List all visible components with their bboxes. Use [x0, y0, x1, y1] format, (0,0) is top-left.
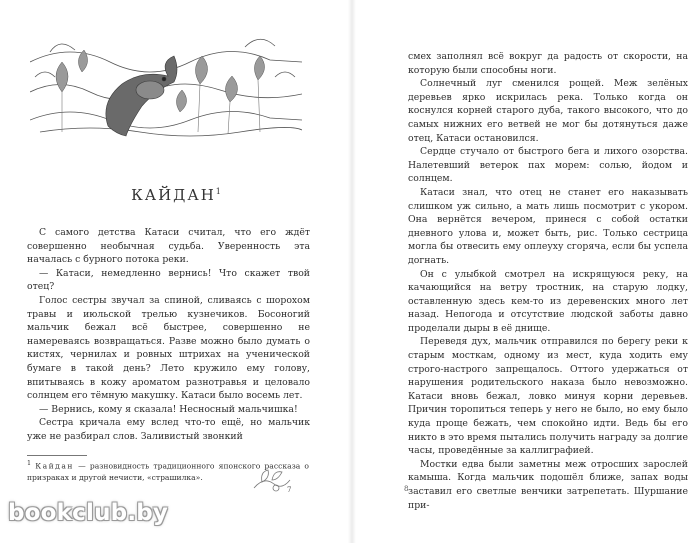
- footnote-text: — разновидность традиционного японского рассказа о призраках и другой нечисти, «страшилка».: [27, 461, 309, 482]
- paragraph: Солнечный луг сменился рощей. Меж зелёных деревьев ярко искрилась река. Только когда он коснулся корней старого дуба, такого высокого, что до самых нижних его ветвей не мог бы дотянуться даже отец, Катаси остановился.: [408, 78, 688, 144]
- paragraph: смех заполнял всё вокруг да радость от скорости, на которую были способны ноги.: [408, 51, 688, 76]
- paragraph: Переведя дух, мальчик отправился по берегу реки к старым мосткам, одному из мест, куда ходить ему строго-настрого запрещалось. Оттого удержаться от нарушения родительского наказа было невозможно. Катаси вновь бежал, ловко минуя корни деревьев. Причин торопиться теперь у него не было, но ему было куда проще бежать, чем спокойно идти. Ведь бы его никто в это время пытались получить награду за долгие часы, проведённые за каллиграфией.: [408, 336, 688, 457]
- chapter-title: КАЙДАН$^1$: [131, 186, 221, 204]
- footnote-number: 1: [27, 460, 32, 467]
- left-page-text: [27, 226, 310, 444]
- right-page-text: [408, 50, 688, 512]
- footnote-term: Кайдан: [35, 461, 74, 471]
- paragraph: — Вернись, кому я сказала! Несносный мальчишка!: [39, 403, 298, 415]
- paragraph: Сестра кричала ему вслед что-то ещё, но мальчик уже не разбирал слов. Заливистый звонкий: [27, 417, 310, 442]
- carp-illustration: [30, 32, 302, 142]
- site-watermark: bookclub.by: [8, 500, 169, 526]
- paragraph: Сердце стучало от быстрого бега и лихого озорства. Налетевший ветерок пах морем: солью, йодом и солнцем.: [408, 146, 688, 185]
- paragraph: Он с улыбкой смотрел на искрящуюся реку, на качающийся на ветру тростник, на старую лодку, оставленную здесь кем-то из деревенских много лет назад. Непогода и отсутствие людской заботы давно проделали дыры в её днище.: [408, 268, 688, 334]
- page-number: 7: [287, 486, 292, 494]
- footnote-rule: [27, 455, 87, 456]
- paragraph: — Катаси, немедленно вернись! Что скажет твой отец?: [27, 267, 310, 293]
- flower-ornament-icon: [250, 462, 292, 496]
- paragraph: С самого детства Катаси считал, что его ждёт совершенно необычная судьба. Уверенность эта началась с бурного потока реки.: [27, 227, 310, 266]
- paragraph: Голос сестры звучал за спиной, сливаясь с шорохом травы и июльской трелью кузнечиков. Босоногий мальчик бежал всё быстрее, совершенно не намереваясь возвращаться. Разве можно было думать о кистях, чернилах и ровных штрихах на ученической бумаге в такой день? Лето кружило ему голову, впитываясь в кожу ароматом разнотравья и целовало солнцем его тёмную макушку. Катаси было восемь лет.: [27, 294, 310, 402]
- page-number: 8: [404, 485, 409, 493]
- paragraph: Мостки едва были заметны меж отросших зарослей камыша. Когда мальчик подошёл ближе, запах воды заставил его светлые венчики затрепетать. Шуршание при-: [408, 458, 688, 511]
- paragraph: Катаси знал, что отец не станет его наказывать слишком уж сильно, а мать лишь посмотрит с укором. Она вернётся вечером, принеся с собой остатки дневного улова и, может быть, рис. Только сестрица могла бы отвесить ему оплеуху сгоряча, если бы успела догнать.: [408, 186, 688, 266]
- footnote-mark: 1: [215, 187, 221, 196]
- right-page: [352, 0, 700, 543]
